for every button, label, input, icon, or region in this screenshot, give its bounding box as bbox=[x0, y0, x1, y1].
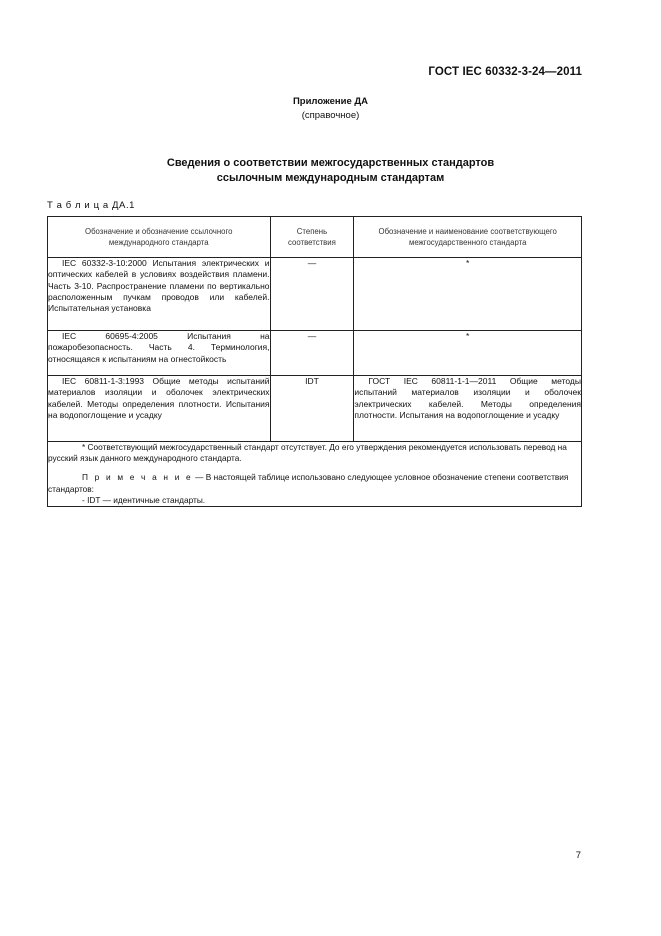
cell-international-standard: IEC 60695-4:2005 Испытания на пожаробезопасность. Часть 4. Терминология, относящаяся к испытаниям на огнестойкость bbox=[48, 331, 271, 376]
table-header-row bbox=[48, 217, 582, 258]
cell-international-standard: IEC 60332-3-10:2000 Испытания электрических и оптических кабелей в условиях воздействия пламени. Часть 3-10. Распространение пламени по вертикально расположенным пучкам проводов или кабелей. Испытательная установка bbox=[48, 258, 271, 331]
note-list-item: - IDT — идентичные стандарты. bbox=[82, 494, 206, 505]
table-footnotes bbox=[48, 442, 582, 507]
cell-international-standard: IEC 60811-1-3:1993 Общие методы испытаний материалов изоляции и оболочек электрических кабелей. Методы определения плотности. Испытания на водопоглощение и усадку bbox=[48, 376, 271, 442]
cell-interstate-standard: * bbox=[354, 258, 582, 331]
annex-subtitle: (справочное) bbox=[301, 110, 360, 121]
cell-degree: IDT bbox=[270, 376, 354, 442]
cell-interstate-standard: ГОСТ IEC 60811-1-1—2011 Общие методы испытаний материалов изоляции и оболочек электрических кабелей. Методы определения плотности. Испытания на водопоглощение и усадку bbox=[354, 376, 582, 442]
table-row bbox=[48, 331, 582, 376]
header-degree: Степень соответствия bbox=[270, 217, 354, 258]
table-row bbox=[48, 376, 582, 442]
annex-title: Приложение ДА bbox=[292, 96, 369, 107]
note bbox=[48, 472, 581, 494]
header-interstate-standard: Обозначение и наименование соответствующего межгосударственного стандарта bbox=[354, 217, 582, 258]
cell-degree: — bbox=[270, 331, 354, 376]
section-title-line-1: Сведения о соответствии межгосударственных стандартов bbox=[166, 157, 495, 169]
cell-interstate-standard: * bbox=[354, 331, 582, 376]
document-code: ГОСТ IEC 60332-3-24—2011 bbox=[428, 66, 582, 78]
page-number: 7 bbox=[575, 850, 581, 861]
correspondence-table bbox=[47, 216, 582, 507]
table-row bbox=[48, 258, 582, 331]
table-footer-row bbox=[48, 442, 582, 507]
section-title-line-2: ссылочным международным стандартам bbox=[216, 172, 445, 184]
footnote: * Соответствующий межгосударственный стандарт отсутствует. До его утверждения рекомендуется использовать перевод на русский язык данного международного стандарта. bbox=[48, 442, 567, 464]
note-text: — В настоящей таблице использовано следующее условное обозначение степени соответствия стандартов: bbox=[48, 472, 569, 494]
section-title bbox=[0, 156, 661, 186]
cell-degree: — bbox=[270, 258, 354, 331]
table-caption: Т а б л и ц а ДА.1 bbox=[47, 200, 136, 211]
header-international-standard: Обозначение и обозначение ссылочного международного стандарта bbox=[48, 217, 271, 258]
note-label: П р и м е ч а н и е bbox=[82, 472, 193, 483]
annex-heading bbox=[0, 95, 661, 123]
